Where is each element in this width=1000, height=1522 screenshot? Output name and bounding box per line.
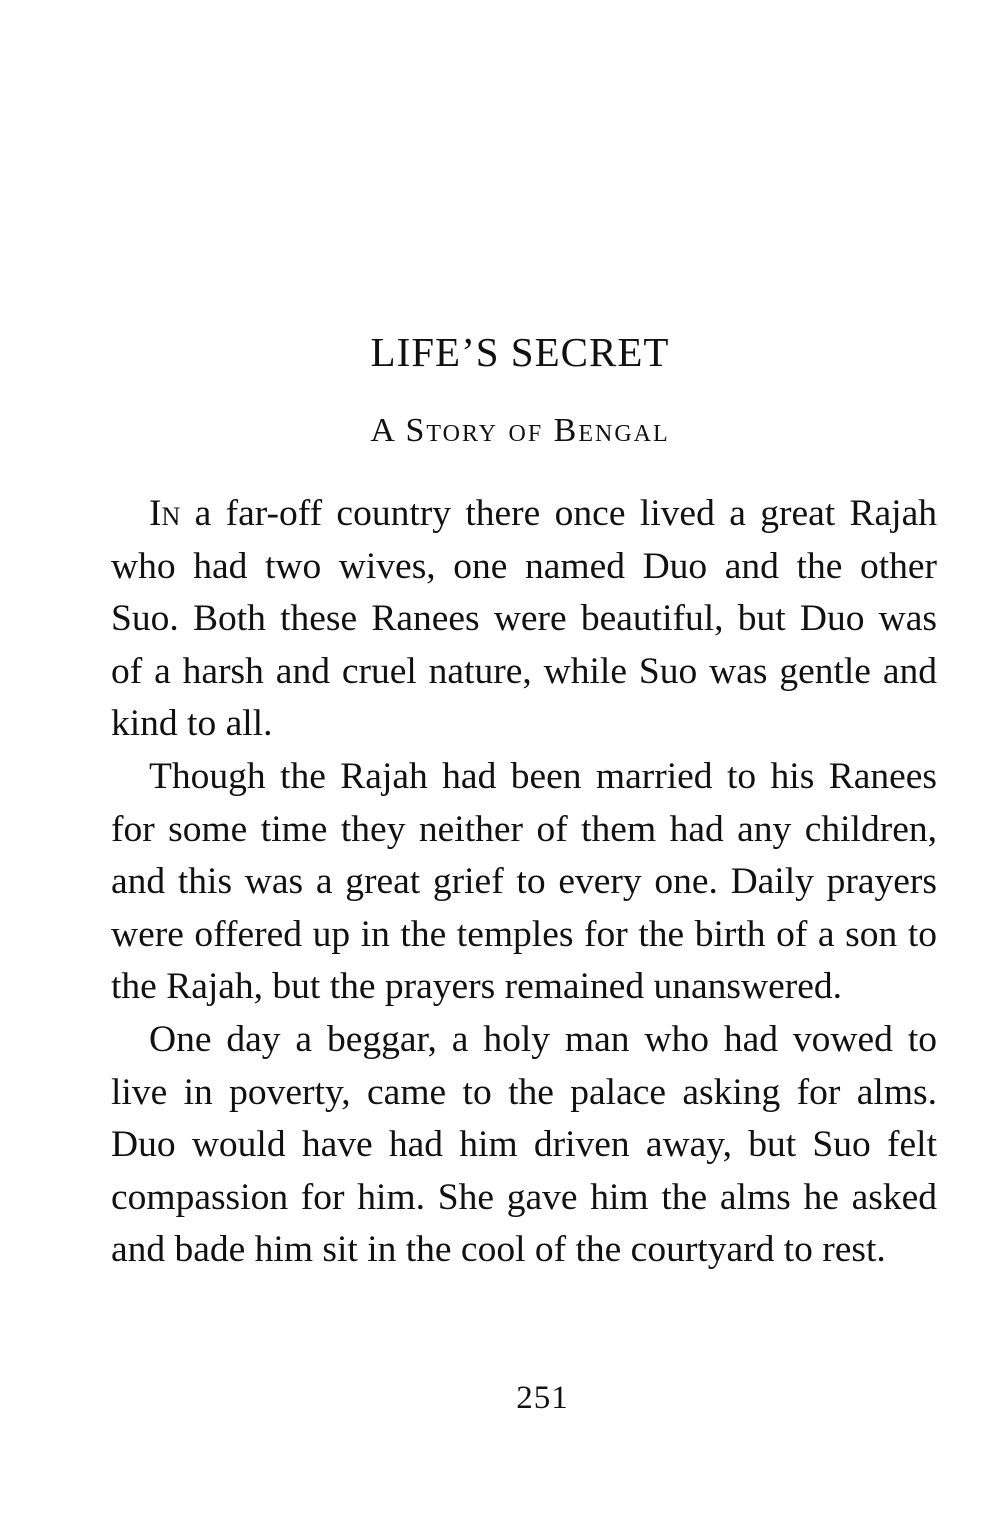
story-text: [111, 488, 937, 1277]
paragraph-2: Though the Rajah had been married to his Ranees for some time they neither of them had any children, and this was a great grief to every one. Daily prayers were offered up in the temples for the birth of a son to the Rajah, but the prayers remained unanswered.: [111, 755, 937, 1008]
paragraph-1-text: a far-off country there once lived a great Rajah who had two wives, one named Duo and the other Suo. Both these Ranees were beautiful, but Duo was of a harsh and cruel nature, while Suo was gentle and kind to all.: [111, 493, 937, 745]
paragraph-1: [111, 488, 937, 751]
paragraph-3: One day a beggar, a holy man who had vowed to live in poverty, came to the palace asking for alms. Duo would have had him driven away, but Suo felt compassion for him. She gave him the alms he asked and bade him sit in the cool of the courtyard to rest.: [111, 1018, 937, 1271]
chapter-title: LIFE’S SECRET: [370, 329, 670, 375]
paragraph-lead-word: In: [149, 493, 181, 534]
page-number: 251: [516, 1380, 569, 1416]
chapter-subtitle: A Story of Bengal: [370, 412, 670, 449]
